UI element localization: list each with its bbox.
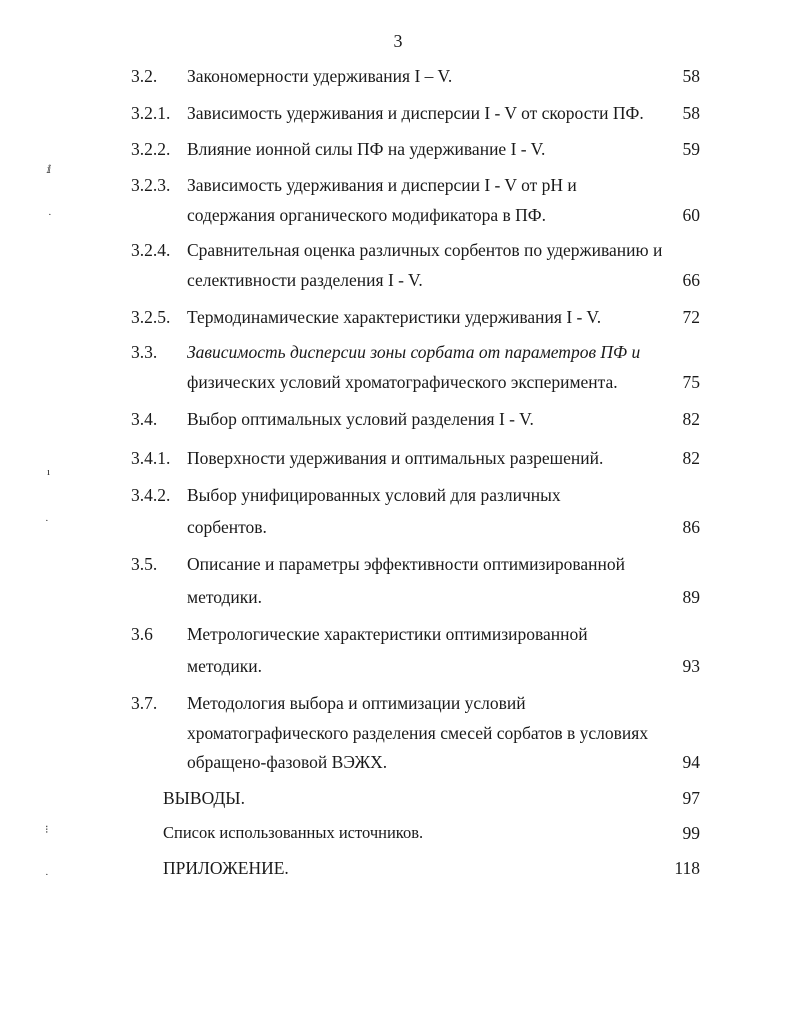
toc-entry-page: 66: [682, 270, 700, 290]
toc-entry-title: ПРИЛОЖЕНИЕ.: [163, 858, 289, 878]
scan-mark: ·: [48, 209, 52, 221]
toc-entry-title: Выбор оптимальных условий разделения I - V.: [187, 409, 534, 429]
toc-entry-page: 58: [682, 66, 700, 86]
toc-entry-page: 82: [682, 448, 700, 468]
toc-entry-title-cont: сорбентов.: [187, 517, 267, 537]
toc-entry-page: 118: [674, 858, 700, 878]
scan-mark: ⁝: [45, 824, 49, 836]
toc-entry-title: Сравнительная оценка различных сорбентов по удерживанию и: [187, 240, 663, 260]
toc-entry-page: 89: [682, 587, 700, 607]
toc-entry-page: 93: [682, 656, 700, 676]
toc-entry-page: 97: [682, 788, 700, 808]
toc-entry-page: 75: [682, 372, 700, 392]
toc-entry-number: 3.2.5.: [131, 307, 171, 327]
toc-entry-page: 82: [682, 409, 700, 429]
scan-mark: ·: [45, 869, 49, 881]
toc-entry-title: Список использованных источников.: [163, 823, 424, 842]
toc-entry-title: Метрологические характеристики оптимизированной: [187, 624, 588, 644]
page-number: 3: [393, 31, 403, 51]
toc-entry-page: 99: [682, 823, 700, 843]
toc-entry-page: 59: [682, 139, 700, 159]
toc-entry-title: Закономерности удерживания I – V.: [187, 66, 453, 86]
toc-entry-number: 3.4.1.: [131, 448, 171, 468]
toc-entry-title: Описание и параметры эффективности оптимизированной: [187, 554, 625, 574]
toc-entry-page: 72: [682, 307, 700, 327]
scan-mark: ⅈ: [47, 164, 52, 176]
toc-entry-title: ВЫВОДЫ.: [163, 788, 245, 808]
toc-entry-number: 3.2.3.: [131, 175, 171, 195]
toc-entry-title-cont: методики.: [187, 587, 263, 607]
toc-entry-page: 60: [682, 205, 700, 225]
toc-entry-number: 3.2.1.: [131, 103, 171, 123]
toc-entry-title: Зависимость дисперсии зоны сорбата от параметров ПФ и: [187, 342, 641, 362]
toc-entry-page: 94: [682, 752, 700, 772]
toc-entry-title: Выбор унифицированных условий для различных: [187, 485, 561, 505]
toc-entry-title-cont: физических условий хроматографического эксперимента.: [187, 372, 618, 392]
toc-entry-title: Зависимость удерживания и дисперсии I - V от скорости ПФ.: [187, 103, 644, 123]
toc-entry-page: 86: [682, 517, 700, 537]
toc-entry-title: Зависимость удерживания и дисперсии I - V от pH и: [187, 175, 577, 195]
toc-entry-page: 58: [682, 103, 700, 123]
toc-entry-title-cont: содержания органического модификатора в ПФ.: [187, 205, 547, 225]
toc-entry-title: Методология выбора и оптимизации условий: [187, 693, 526, 713]
toc-entry-title: Термодинамические характеристики удерживания I - V.: [187, 307, 602, 327]
scan-mark: ·: [45, 515, 49, 527]
toc-entry-number: 3.7.: [131, 693, 158, 713]
toc-entry-title-cont: селективности разделения I - V.: [187, 270, 423, 290]
toc-entry-number: 3.4.: [131, 409, 158, 429]
toc-entry-title: Поверхности удерживания и оптимальных разрешений.: [187, 448, 604, 468]
toc-entry-title: Влияние ионной силы ПФ на удерживание I - V.: [187, 139, 546, 159]
scan-mark: ı: [47, 466, 51, 478]
toc-entry-title-cont: обращено-фазовой ВЭЖХ.: [187, 752, 388, 772]
toc-entry-title-cont: хроматографического разделения смесей сорбатов в условиях: [187, 723, 649, 743]
toc-entry-number: 3.2.2.: [131, 139, 171, 159]
toc-entry-number: 3.3.: [131, 342, 158, 362]
toc-entry-number: 3.2.: [131, 66, 158, 86]
toc-entry-title-cont: методики.: [187, 656, 263, 676]
toc-entry-number: 3.5.: [131, 554, 158, 574]
toc-entry-number: 3.2.4.: [131, 240, 171, 260]
toc-entry-number: 3.6: [131, 624, 153, 644]
toc-entry-number: 3.4.2.: [131, 485, 171, 505]
